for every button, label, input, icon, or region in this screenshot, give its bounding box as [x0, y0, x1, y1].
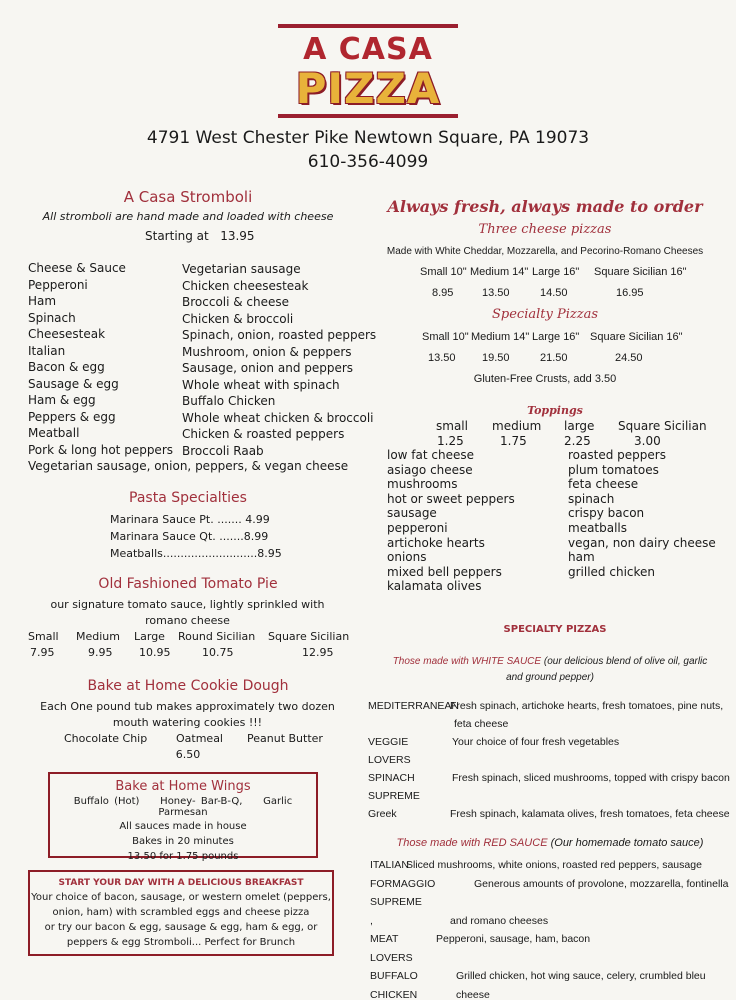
- tomato-pie-desc-1: our signature tomato sauce, lightly sprinkled with: [50, 598, 325, 611]
- wings-box: [48, 772, 318, 862]
- tomato-pie-title: Old Fashioned Tomato Pie: [98, 576, 278, 592]
- item-name: ,: [370, 914, 373, 927]
- item-desc: Fresh spinach, kalamata olives, fresh tomatoes, feta cheese: [450, 808, 730, 820]
- logo-top-bar: [278, 24, 458, 28]
- stromboli-left-list: [28, 260, 173, 458]
- toppings-price-large: 2.25: [564, 434, 591, 448]
- list-item: Sausage, onion and peppers: [182, 361, 354, 375]
- white-sauce-intro-1: [370, 654, 730, 670]
- item-desc: Your choice of four fresh vegetables: [452, 736, 620, 748]
- size-medium-14: Medium 14": [470, 266, 529, 278]
- stromboli-starting: [145, 229, 255, 243]
- stromboli-starting-label: Starting at: [145, 229, 209, 243]
- item-name: BUFFALO CHICKEN: [370, 970, 418, 1000]
- red-sauce-label-b: (Our homemade tomato sauce): [550, 837, 704, 849]
- list-item: pepperoni: [387, 520, 448, 535]
- white-sauce-items: [368, 697, 733, 823]
- tomato-pie-size-round: Round Sicilian: [178, 630, 256, 643]
- tomato-pie-price-square: 12.95: [302, 646, 334, 659]
- wings-flavors: [50, 796, 316, 818]
- item-name: SPINACH SUPREME: [368, 772, 420, 802]
- toppings-price-square: 3.00: [634, 434, 661, 448]
- logo: [278, 24, 458, 120]
- pasta-list: [110, 511, 282, 562]
- item-desc: Sliced mushrooms, white onions, roasted red peppers, sausage: [406, 859, 702, 871]
- specialty-price-small: 13.50: [428, 352, 456, 364]
- wings-flavor-bbq: Honey- Bar-B-Q,: [160, 796, 243, 807]
- list-item: Cheese & Sauce: [28, 261, 126, 275]
- list-item: ham: [568, 550, 595, 565]
- size-small-10: Small 10": [422, 331, 469, 343]
- three-cheese-desc: Made with White Cheddar, Mozzarella, and Pecorino-Romano Cheeses: [386, 246, 704, 257]
- item-desc-cont: feta cheese: [454, 718, 509, 730]
- white-sauce-label: Those made with WHITE SAUCE: [392, 656, 542, 667]
- list-item: Peppers & egg: [28, 409, 116, 424]
- list-item: Bacon & egg: [28, 360, 105, 374]
- size-small-10: Small 10": [420, 266, 467, 278]
- list-item: meatballs: [568, 520, 628, 535]
- list-item: [368, 805, 733, 823]
- list-item: mixed bell peppers: [387, 564, 502, 579]
- list-item: Chicken cheesesteak: [182, 278, 309, 293]
- list-item: Whole wheat chicken & broccoli: [182, 410, 374, 425]
- toppings-price-small: 1.25: [437, 434, 464, 448]
- item-name: ITALIAN: [370, 859, 409, 871]
- cookie-desc-2: mouth watering cookies !!!: [112, 716, 263, 729]
- list-item: sausage: [387, 506, 437, 521]
- logo-bottom-bar: [278, 114, 458, 118]
- item-desc: and romano cheeses: [450, 914, 549, 927]
- list-item: feta cheese: [568, 477, 639, 492]
- tomato-pie-price-large: 10.95: [139, 646, 171, 659]
- list-item: Ham: [28, 294, 57, 308]
- list-item: grilled chicken: [568, 564, 656, 579]
- list-item: onions: [387, 550, 427, 565]
- cookie-flavor-peanut: Peanut Butter: [247, 732, 323, 745]
- cookie-flavor-oatmeal: Oatmeal: [176, 732, 223, 745]
- item-desc: Fresh spinach, sliced mushrooms, topped with crispy bacon: [452, 772, 730, 784]
- list-item: Pepperoni: [28, 277, 88, 292]
- specialty-list-title: SPECIALTY PIZZAS: [503, 624, 607, 635]
- list-item: mushrooms: [387, 477, 458, 492]
- item-name: MEAT LOVERS: [370, 933, 413, 964]
- toppings-price-medium: 1.75: [500, 434, 527, 448]
- list-item: vegan, non dairy cheese: [568, 535, 716, 550]
- list-item: Italian: [28, 343, 66, 358]
- wings-flavor-buffalo: Buffalo (Hot): [73, 796, 140, 807]
- size-medium-14: Medium 14": [471, 331, 530, 343]
- list-item: crispy bacon: [568, 506, 645, 521]
- logo-line-1: A CASA: [303, 32, 433, 67]
- cookie-price: 6.50: [175, 748, 201, 761]
- list-item: Vegetarian sausage: [182, 262, 301, 276]
- address: 4791 West Chester Pike Newtown Square, PA 19073: [146, 128, 590, 148]
- item-desc: Generous amounts of provolone, mozzarella, fontinella: [474, 877, 729, 890]
- breakfast-desc: [30, 890, 332, 950]
- cookie-flavor-chocolate: Chocolate Chip: [64, 732, 148, 745]
- toppings-size-medium: medium: [492, 419, 542, 433]
- red-sauce-label: Those made with RED SAUCE: [396, 837, 548, 849]
- list-item: Cheesesteak: [28, 327, 106, 341]
- list-item: hot or sweet peppers: [387, 491, 515, 506]
- tomato-pie-size-square: Square Sicilian: [268, 630, 350, 643]
- list-item: roasted peppers: [568, 448, 666, 462]
- list-item: Broccoli Raab: [182, 443, 264, 458]
- list-item: [370, 875, 732, 912]
- tomato-pie-price-small: 7.95: [30, 646, 55, 659]
- breakfast-line-4: peppers & egg Stromboli... Perfect for Brunch: [66, 937, 296, 948]
- list-item: Marinara Sauce Pt. ....... 4.99: [110, 513, 270, 526]
- wings-line-2: Bakes in 20 minutes: [132, 836, 234, 847]
- stromboli-last-item: Vegetarian sausage, onion, peppers, & vegan cheese: [28, 459, 349, 473]
- tomato-pie-size-large: Large: [134, 630, 165, 643]
- item-name: MEDITERRANEAN: [368, 700, 460, 712]
- stromboli-title: A Casa Stromboli: [123, 188, 253, 206]
- three-cheese-title: Three cheese pizzas: [478, 222, 612, 237]
- list-item: [370, 967, 732, 1000]
- list-item: Ham & egg: [28, 393, 96, 407]
- specialty-price-medium: 19.50: [482, 352, 510, 364]
- wings-title: Bake at Home Wings: [115, 779, 251, 794]
- cookie-desc: [20, 699, 355, 731]
- list-item: [368, 697, 733, 715]
- pasta-title: Pasta Specialties: [129, 490, 247, 506]
- tomato-pie-desc-2: romano cheese: [145, 614, 230, 627]
- list-item: Meatballs...........................8.95: [110, 547, 282, 560]
- item-name: Greek: [368, 808, 397, 820]
- breakfast-title: START YOUR DAY WITH A DELICIOUS BREAKFAST: [58, 878, 304, 888]
- specialty-price-large: 21.50: [540, 352, 568, 364]
- list-item: artichoke hearts: [387, 535, 485, 550]
- three-cheese-price-small: 8.95: [432, 287, 454, 299]
- wings-details: [50, 819, 316, 864]
- toppings-left-list: [387, 448, 515, 594]
- tomato-pie-price-round: 10.75: [202, 646, 234, 659]
- stromboli-subtitle: All stromboli are hand made and loaded with cheese: [42, 210, 334, 223]
- breakfast-line-1: Your choice of bacon, sausage, or western omelet (peppers,: [31, 892, 331, 903]
- phone: 610-356-4099: [307, 152, 429, 172]
- size-square-16: Square Sicilian 16": [590, 331, 683, 343]
- toppings-size-large: large: [564, 419, 595, 433]
- list-item: Mushroom, onion & peppers: [182, 344, 352, 359]
- list-item: plum tomatoes: [568, 462, 659, 477]
- list-item: Pork & long hot peppers: [28, 442, 174, 457]
- toppings-size-small: small: [436, 419, 468, 433]
- three-cheese-price-large: 14.50: [540, 287, 568, 299]
- list-item: [370, 856, 732, 875]
- specialty-price-square: 24.50: [615, 352, 643, 364]
- red-sauce-items: [370, 856, 732, 1000]
- wings-line-3: 13.50 for 1.75 pounds: [127, 851, 239, 862]
- stromboli-right-list: [182, 261, 376, 459]
- list-item: [368, 769, 733, 805]
- wings-flavor-garlic: Garlic Parmesan: [158, 796, 293, 818]
- item-name: FORMAGGIO SUPREME: [370, 877, 436, 908]
- list-item: low fat cheese: [387, 448, 475, 462]
- list-item: Broccoli & cheese: [182, 295, 290, 309]
- red-sauce-intro: [370, 837, 730, 849]
- item-desc: Pepperoni, sausage, ham, bacon: [436, 933, 591, 945]
- stromboli-price: 13.95: [220, 229, 255, 243]
- cookie-title: Bake at Home Cookie Dough: [87, 678, 289, 694]
- list-item: spinach: [568, 491, 615, 506]
- list-item: [368, 733, 733, 769]
- specialty-pizzas-title: Specialty Pizzas: [492, 307, 598, 322]
- list-item: Spinach: [28, 310, 76, 325]
- item-desc: Grilled chicken, hot wing sauce, celery, crumbled bleu cheese: [456, 970, 706, 1000]
- list-item: Spinach, onion, roasted peppers: [182, 328, 377, 342]
- toppings-size-square: Square Sicilian: [618, 419, 707, 433]
- three-cheese-price-medium: 13.50: [482, 287, 510, 299]
- size-large-16: Large 16": [532, 266, 580, 278]
- breakfast-line-2: onion, ham) with scrambled eggs and cheese pizza: [52, 907, 310, 918]
- list-item: [370, 930, 732, 967]
- size-square-16: Square Sicilian 16": [594, 266, 687, 278]
- list-item: Marinara Sauce Qt. .......8.99: [110, 530, 269, 543]
- cookie-desc-1: Each One pound tub makes approximately two dozen: [40, 700, 335, 713]
- white-sauce-intro-2: and ground pepper): [506, 672, 594, 683]
- white-sauce-label-b: (our delicious blend of olive oil, garlic: [543, 656, 708, 667]
- size-large-16: Large 16": [532, 331, 580, 343]
- list-item: [370, 912, 732, 931]
- tomato-pie-price-medium: 9.95: [88, 646, 113, 659]
- white-sauce-intro: [370, 654, 730, 686]
- tagline: Always fresh, always made to order: [387, 197, 703, 216]
- list-item: Chicken & broccoli: [182, 311, 294, 326]
- list-item: Chicken & roasted peppers: [182, 427, 345, 441]
- item-name: VEGGIE LOVERS: [368, 736, 411, 766]
- breakfast-line-3: or try our bacon & egg, sausage & egg, ham & egg, or: [44, 922, 318, 933]
- list-item: Buffalo Chicken: [182, 394, 276, 408]
- tomato-pie-desc: [20, 597, 355, 629]
- gluten-free: Gluten-Free Crusts, add 3.50: [473, 373, 617, 385]
- breakfast-box: [28, 870, 334, 956]
- tomato-pie-size-small: Small: [28, 630, 59, 643]
- logo-line-2: PIZZA: [295, 64, 441, 113]
- list-item: Meatball: [28, 426, 80, 440]
- tomato-pie-size-medium: Medium: [76, 630, 120, 643]
- list-item: Sausage & egg: [28, 376, 119, 391]
- list-item: kalamata olives: [387, 579, 482, 594]
- three-cheese-price-square: 16.95: [616, 287, 644, 299]
- list-item: asiago cheese: [387, 462, 473, 477]
- toppings-title: Toppings: [527, 404, 583, 417]
- list-item: Whole wheat with spinach: [182, 377, 340, 392]
- toppings-right-list: [568, 448, 716, 579]
- item-desc: Fresh spinach, artichoke hearts, fresh tomatoes, pine nuts,: [450, 700, 724, 712]
- wings-line-1: All sauces made in house: [119, 821, 247, 832]
